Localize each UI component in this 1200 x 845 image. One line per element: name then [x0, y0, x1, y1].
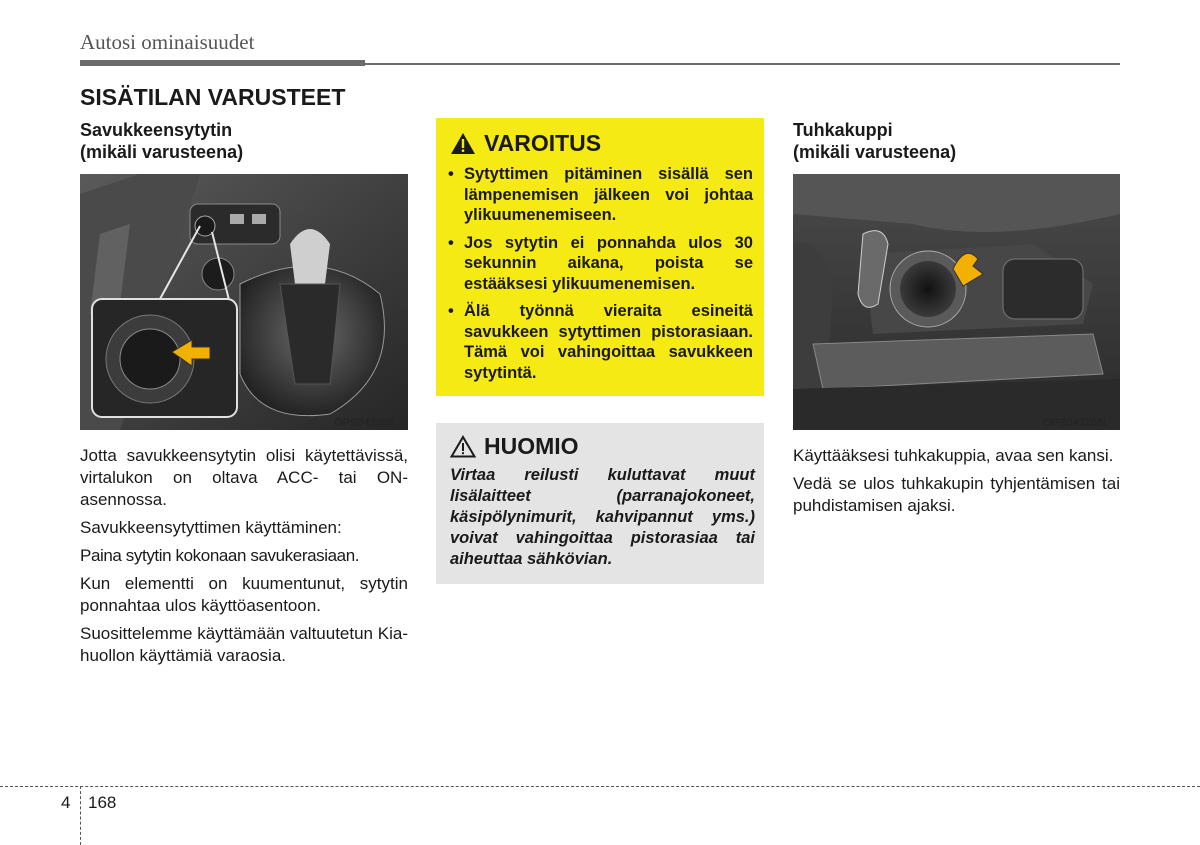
lighter-heading-line2: (mikäli varusteena)	[80, 142, 244, 162]
ashtray-heading	[793, 119, 956, 163]
section-title: SISÄTILAN VARUSTEET	[80, 84, 346, 110]
caution-title	[450, 433, 579, 460]
lighter-figure-code: OPS043205	[334, 417, 394, 429]
lighter-figure	[80, 174, 408, 430]
ashtray-figure	[793, 174, 1120, 430]
footer-divider	[80, 786, 81, 845]
caution-title-text: HUOMIO	[484, 433, 579, 459]
warning-box	[436, 118, 764, 396]
warning-item-text: Sytyttimen pitäminen sisällä sen lämpenemisen jälkeen voi johtaa ylikuumenemiseen.	[464, 165, 753, 224]
ashtray-heading-line1: Tuhkakuppi	[793, 120, 893, 140]
warning-list	[448, 164, 753, 390]
lighter-heading-line1: Savukkeensytytin	[80, 120, 233, 140]
ashtray-paragraph: Vedä se ulos tuhkakupin tyhjentämisen tai puhdistamisen ajaksi.	[793, 474, 1120, 515]
header-bar	[80, 60, 365, 66]
caution-box	[436, 423, 764, 584]
footer-rule	[0, 786, 1200, 787]
ashtray-text	[793, 445, 1120, 523]
ashtray-heading-line2: (mikäli varusteena)	[793, 142, 957, 162]
lighter-text	[80, 445, 408, 673]
warning-title	[450, 130, 601, 157]
warning-triangle-icon	[450, 132, 476, 155]
lighter-illustration	[80, 174, 408, 430]
warning-item-text: Älä työnnä vieraita esineitä savukkeen sytyttimen pistorasiaan. Tämä voi vahingoittaa savukkeen sytytintä.	[464, 302, 753, 382]
warning-item	[448, 233, 753, 295]
warning-item-text: Jos sytytin ei ponnahda ulos 30 sekunnin aikana, poista se estääksesi ylikuumenemisen.	[464, 233, 753, 293]
page-number: 168	[88, 793, 117, 812]
warning-item	[448, 301, 753, 383]
lighter-paragraph: Paina sytytin kokonaan savukerasiaan.	[80, 546, 360, 565]
warning-item	[448, 164, 753, 226]
chapter-number: 4	[61, 793, 71, 812]
lighter-paragraph: Kun elementti on kuumentunut, sytytin ponnahtaa ulos käyttöasentoon.	[80, 574, 408, 615]
lighter-paragraph: Suosittelemme käyttämään valtuutetun Kia-huollon käyttämiä varaosia.	[80, 624, 408, 665]
lighter-paragraph: Savukkeensytyttimen käyttäminen:	[80, 518, 342, 537]
lighter-heading	[80, 119, 243, 163]
bullet-icon: •	[448, 302, 454, 320]
ashtray-illustration	[793, 174, 1120, 430]
running-header: Autosi ominaisuudet	[80, 30, 255, 54]
ashtray-figure-code: OPS043265L	[1043, 417, 1110, 429]
caution-triangle-icon	[450, 435, 476, 458]
lighter-paragraph: Jotta savukkeensytytin olisi käytettävissä, virtalukon on oltava ACC- tai ON-asennossa.	[80, 446, 408, 509]
header-rule	[365, 63, 1120, 65]
caution-text: Virtaa reilusti kuluttavat muut lisälaitteet (parranajokoneet, käsipölynimurit, kahvipannut yms.) voivat vahingoittaa pistorasiaa tai aiheuttaa sähkövian.	[450, 466, 755, 568]
warning-title-text: VAROITUS	[484, 130, 602, 156]
bullet-icon: •	[448, 165, 454, 183]
ashtray-paragraph: Käyttääksesi tuhkakuppia, avaa sen kansi.	[793, 446, 1114, 465]
bullet-icon: •	[448, 233, 454, 252]
